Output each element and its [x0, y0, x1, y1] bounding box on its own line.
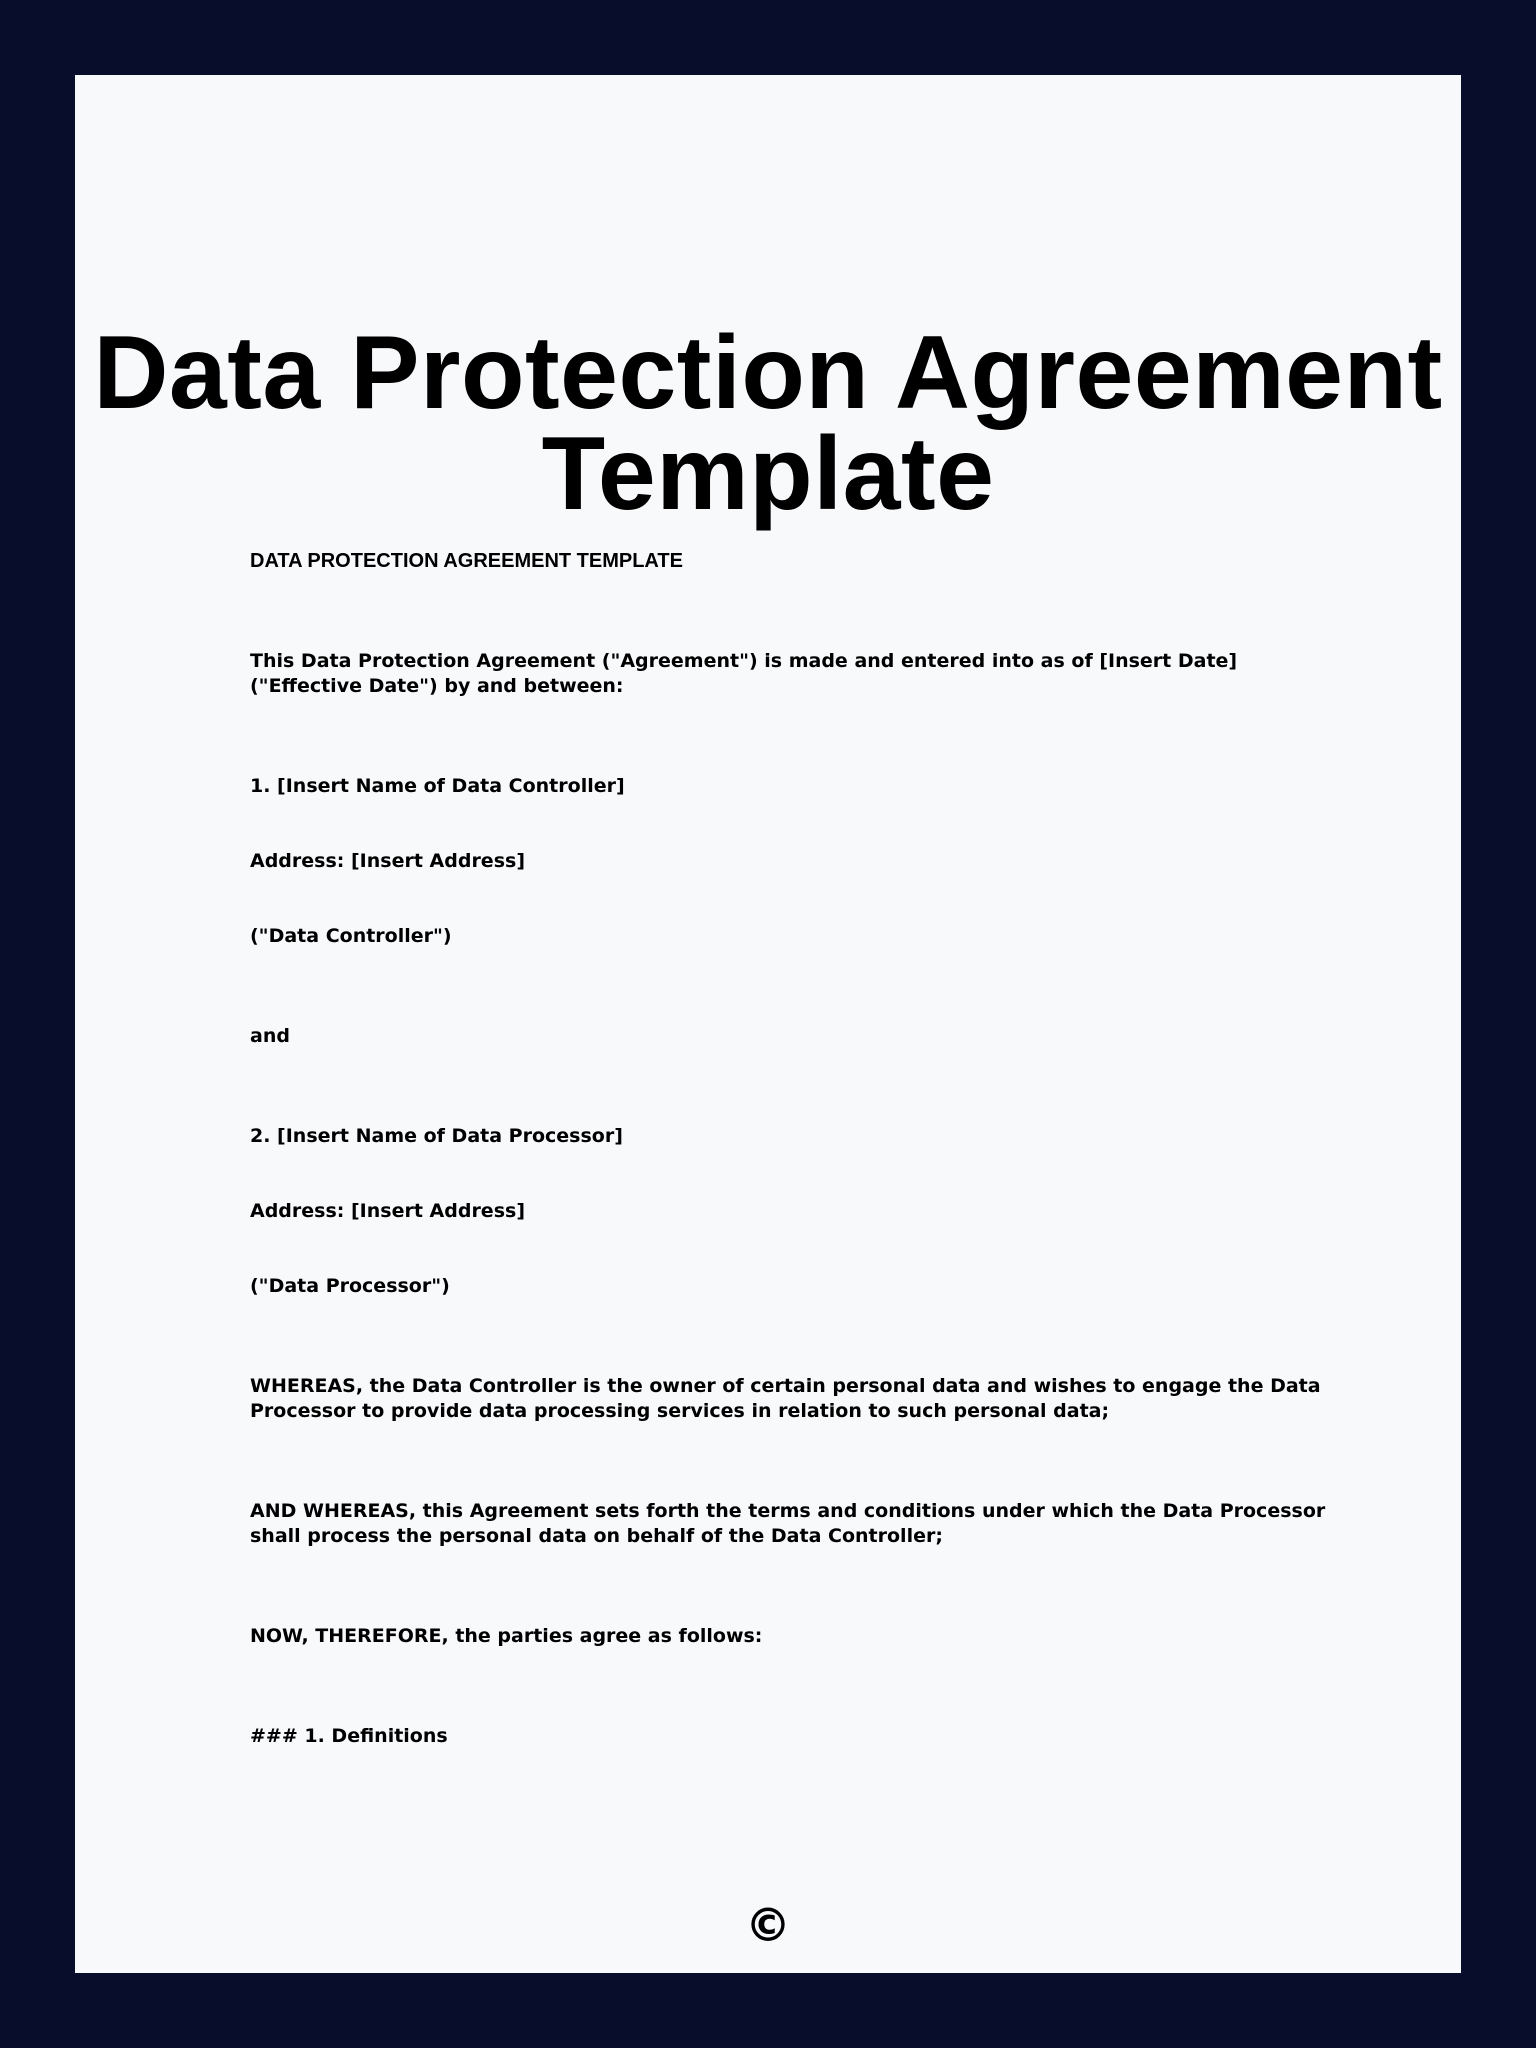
section-1-heading: ### 1. Definitions [250, 1725, 448, 1747]
copyright-icon: © [745, 1898, 791, 1952]
party1-name: 1. [Insert Name of Data Controller] [250, 775, 625, 797]
party2-address: Address: [Insert Address] [250, 1200, 525, 1222]
intro-paragraph: This Data Protection Agreement ("Agreement") is made and entered into as of [Insert Date] ("Effective Date") by and between: [250, 650, 1238, 697]
document-title: Data Protection Agreement Template [93, 315, 1443, 532]
party1-role: ("Data Controller") [250, 925, 452, 947]
party2-role: ("Data Processor") [250, 1275, 450, 1297]
party2-name: 2. [Insert Name of Data Processor] [250, 1125, 623, 1147]
conjunction-text: and [250, 1025, 290, 1047]
document-heading: DATA PROTECTION AGREEMENT TEMPLATE [250, 550, 683, 572]
whereas-paragraph-1: WHEREAS, the Data Controller is the owner of certain personal data and wishes to engage the Data Processor to provide data processing services in relation to such personal data; [250, 1375, 1321, 1422]
therefore-paragraph: NOW, THEREFORE, the parties agree as follows: [250, 1625, 763, 1647]
whereas-paragraph-2: AND WHEREAS, this Agreement sets forth the terms and conditions under which the Data Processor shall process the personal data on behalf of the Data Controller; [250, 1500, 1326, 1547]
document-page [75, 75, 1461, 1973]
party1-address: Address: [Insert Address] [250, 850, 525, 872]
